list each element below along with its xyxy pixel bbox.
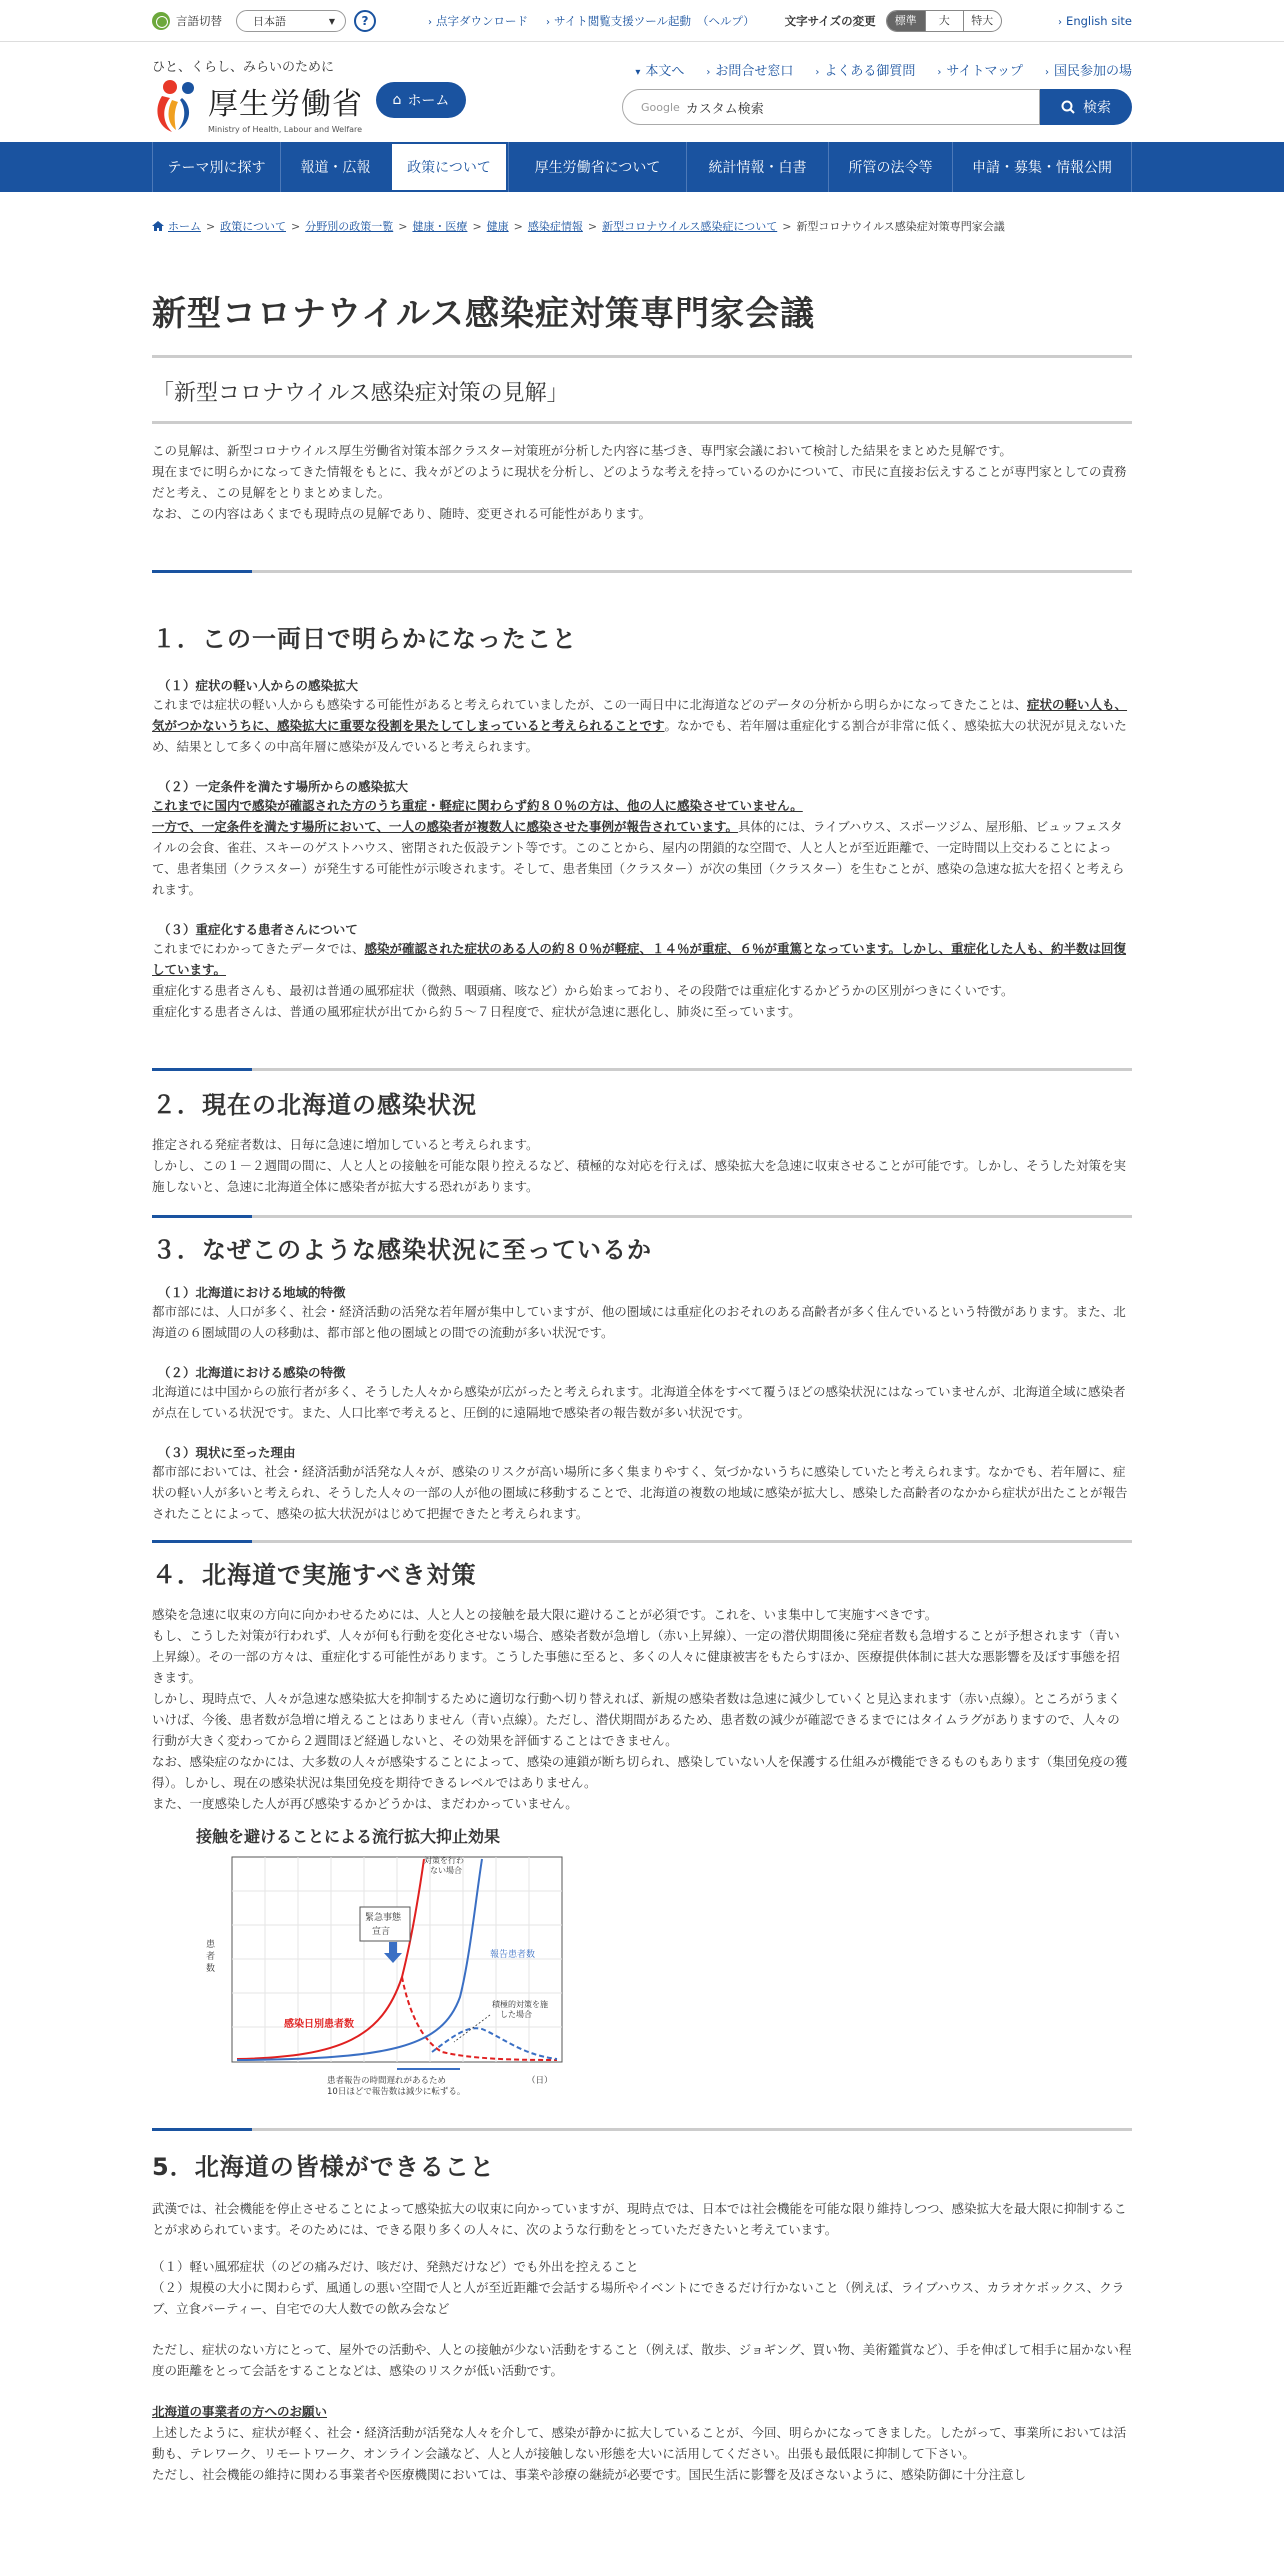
svg-text:数: 数 [206, 1964, 216, 1974]
site-search [622, 89, 1132, 125]
intro-text: この見解は、新型コロナウイルス厚生労働省対策本部クラスター対策班が分析した内容に基づき、専門家会議において検討した結果をまとめた見解です。 現在までに明らかになってきた情報をもとに、我々がどのように現状を分析し、どのような考えを持っているのかについて、市民に直接お伝えすることが専門家としての責務だと考え、この見解をとりまとめました。 なお、この内容はあくまでも現時点の見解であり、随時、変更される可能性があります。 [152, 443, 1127, 521]
language-value: 日本語 [253, 15, 286, 28]
section-3a-title: （１）北海道における地域的特徴 [158, 1285, 346, 1300]
braille-download-link[interactable]: › 点字ダウンロード [428, 14, 528, 28]
list-item: （１）軽い風邪症状（のどの痛みだけ、咳だけ、発熱だけなど）でも外出を控えること [152, 2259, 639, 2274]
nav-policy[interactable]: 政策について [390, 142, 508, 192]
breadcrumb-home[interactable]: ホーム [168, 220, 201, 233]
site-header [0, 42, 1284, 142]
chart-annotation-no-action: 対策を行わ [424, 1856, 464, 1865]
svg-text:者: 者 [206, 1952, 216, 1962]
section-divider [152, 1068, 1132, 1071]
font-size-xlarge[interactable]: 特大 [963, 11, 1001, 31]
list-item: （２）規模の大小に関わらず、風通しの悪い空間で人と人が至近距離で会話する場所やイベントにできるだけ行かないこと（例えば、ライブハウス、カラオケボックス、クラブ、立食パーティー、自宅での大人数での飲み会など [152, 2280, 1125, 2316]
font-size-standard[interactable]: 標準 [887, 11, 925, 31]
chevron-right-icon: › [815, 67, 820, 78]
globe-icon [152, 12, 170, 30]
section-5-note: ただし、症状のない方にとって、屋外での活動や、人との接触が少ない活動をすること（例えば、散歩、ジョギング、買い物、美術鑑賞など）、手を伸ばして相手に届かない程度の距離をとって会話をすることなどは、感染のリスクが低い活動です。 [152, 2342, 1132, 2378]
public-participation-link[interactable]: › 国民参加の場 [1044, 64, 1132, 79]
chart-xlabel: （日） [527, 2076, 553, 2086]
page-subtitle: 「新型コロナウイルス感染症対策の見解」 [152, 376, 1132, 424]
svg-text:10日ほどで報告数は減少に転ずる。: 10日ほどで報告数は減少に転ずる。 [327, 2087, 466, 2097]
section-5-title: 5．北海道の皆様ができること [152, 2153, 495, 2181]
chart-annotation-infection: 感染日別患者数 [284, 2019, 354, 2030]
svg-text:した場合: した場合 [500, 2010, 532, 2019]
site-logo[interactable] [152, 78, 363, 134]
global-nav [0, 142, 1284, 192]
section-4-body: 感染を急速に収束の方向に向かわせるためには、人と人との接触を最大限に避けることが必須です。これを、いま集中して実施すべきです。 もし、こうした対策が行われず、人々が何も行動を変化させない場合、感染者数が急増し（赤い上昇線）、一定の潜伏期間後に発症者数も急増することが予想されます（青い上昇線）。その一部の方々は、重症化する可能性があります。こうした事態に至ると、多くの人々に健康被害をもたらすほか、医療提供体制に甚大な悪影響を及ぼす事態を招きます。 しかし、現時点で、人々が急速な感染拡大を抑制するために適切な行動へ切り替えれば、新規の感染者数は急速に減少していくと見込まれます（赤い点線）。ところがうまくいけば、今後、患者数が急増に増えることはありません（青い点線）。ただし、潜伏期間があるため、患者数の減少が確認できるまでにはタイムラグがありますので、人々の行動が大きく変わってから２週間ほど経過しないと、その効果を評価することはできません。 なお、感染症のなかには、大多数の人々が感染することによって、感染の連鎖が断ち切られ、感染していない人を保護する仕組みが機能できるものもあります（集団免疫の獲得）。しかし、現在の感染状況は集団免疫を期待できるレベルではありません。 また、一度感染した人が再び感染するかどうかは、まだわかっていません。 [152, 1607, 1128, 1811]
sitemap-link[interactable]: › サイトマップ [937, 64, 1023, 79]
chart-annotation-emergency: 緊急事態 [365, 1913, 402, 1923]
section-divider [152, 1215, 1132, 1218]
section-3b-body: 北海道には中国からの旅行者が多く、そうした人々から感染が広がったと考えられます。北海道全体をすべて覆うほどの感染状況にはなっていませんが、北海道全域に感染者が点在している状況です。また、人口比率で考えると、圧倒的に遠隔地で感染者の報告数が多い状況です。 [152, 1384, 1126, 1420]
section-1c-body: これまでにわかってきたデータでは、感染が確認された症状のある人の約８０％が軽症、１４％が重症、６％が重篤となっています。しかし、重症化した人も、約半数は回復しています。 重症化する患者さんも、最初は普通の風邪症状（微熱、咽頭痛、咳など）から始まっており、その段階では重症化するかどうかの区別がつきにくいです。 重症化する患者さんは、普通の風邪症状が出てから約５～７日程度で、症状が急速に悪化し、肺炎に至っています。 [152, 941, 1127, 1019]
breadcrumb-infection-info[interactable]: 感染症情報 [527, 220, 583, 233]
epidemic-chart [192, 1824, 592, 2097]
section-3c-title: （３）現状に至った理由 [158, 1445, 296, 1460]
utility-bar [0, 0, 1284, 42]
breadcrumb-current: 新型コロナウイルス感染症対策専門家会議 [796, 220, 1005, 233]
faq-link[interactable]: › よくある御質問 [815, 64, 916, 79]
nav-press[interactable]: 報道・広報 [280, 142, 390, 192]
section-3a-body: 都市部には、人口が多く、社会・経済活動の活発な若年層が集中していますが、他の圏域には重症化のおそれのある高齢者が多く住んでいるという特徴があります。また、北海道の６圏域間の人の移動は、都市部と他の圏域との間での流動が多い状況です。 [152, 1304, 1126, 1340]
svg-text:宣言: 宣言 [372, 1927, 391, 1937]
chevron-right-icon: › [706, 67, 711, 78]
section-5-intro: 武漢では、社会機能を停止させることによって感染拡大の収束に向かっていますが、現時点では、日本では社会機能を可能な限り維持しつつ、感染拡大を最大限に抑制することが求められています。そのためには、できる限り多くの人々に、次のような行動をとっていただきたいと考えています。 [152, 2201, 1127, 2237]
chevron-down-icon: ▼ [328, 16, 335, 26]
chart-ylabel: 患 [206, 1940, 216, 1950]
help-icon[interactable]: ? [354, 10, 376, 32]
section-1b-title: （２）一定条件を満たす場所からの感染拡大 [158, 779, 409, 794]
chart-title: 接触を避けることによる流行拡大抑止効果 [196, 1827, 501, 1846]
chevron-down-icon: ▾ [635, 67, 641, 78]
chart-annotation-delay: 患者報告の時間遅れがあるため [327, 2076, 447, 2086]
chart-canvas [192, 1847, 592, 2097]
skip-to-content-link[interactable]: ▾ 本文へ [635, 64, 685, 79]
contact-link[interactable]: › お問合せ窓口 [706, 64, 794, 79]
english-site-link[interactable]: › English site [1058, 14, 1132, 28]
section-2-body: 推定される発症者数は、日毎に急速に増加していると考えられます。 しかし、この１－２週間の間に、人と人との接触を可能な限り控えるなど、積極的な対応を行えば、感染拡大を急速に収束させることが可能です。しかし、そうした対策を実施しないと、急速に北海道全体に感染者が拡大する恐れがあります。 [152, 1137, 1127, 1194]
chevron-right-icon: › [1044, 67, 1049, 78]
svg-text:ない場合: ない場合 [430, 1866, 462, 1875]
search-button[interactable]: 検索 [1040, 89, 1132, 125]
chart-annotation-active: 積極的対策を施 [492, 2000, 548, 2009]
breadcrumb-policy-list[interactable]: 分野別の政策一覧 [305, 220, 394, 233]
search-placeholder: カスタム検索 [685, 101, 764, 117]
breadcrumb-policy[interactable]: 政策について [220, 220, 286, 233]
logo-title: 厚生労働省 [208, 86, 363, 122]
section-divider [152, 2128, 1132, 2131]
section-1b-body: これまでに国内で感染が確認された方のうち重症・軽症に関わらず約８０％の方は、他の人に感染させていません。 一方で、一定条件を満たす場所において、一人の感染者が複数人に感染させた事例が報告されています。具体的には、ライブハウス、スポーツジム、屋形船、ビュッフェスタイルの会食、雀荘、スキーのゲストハウス、密閉された仮設テント等です。このことから、屋内の閉鎖的な空間で、人と人とが至近距離で、一定時間以上交わることによって、患者集団（クラスター）が発生する可能性が示唆されます。そして、患者集団（クラスター）が次の集団（クラスター）を生むことが、感染の急速な拡大を招くと考えられます。 [152, 798, 1125, 897]
section-divider [152, 1540, 1132, 1543]
nav-applications[interactable]: 申請・募集・情報公開 [952, 142, 1132, 192]
breadcrumb-health-medical[interactable]: 健康・医療 [412, 220, 468, 233]
section-4-title: ４．北海道で実施すべき対策 [152, 1561, 477, 1589]
chevron-right-icon: › [546, 17, 550, 28]
language-select[interactable] [236, 10, 346, 32]
nav-themes[interactable]: テーマ別に探す [152, 142, 280, 192]
chevron-right-icon: › [937, 67, 942, 78]
section-2-title: ２．現在の北海道の感染状況 [152, 1091, 477, 1119]
section-1-title: １．この一両日で明らかになったこと [152, 625, 577, 653]
home-icon [152, 221, 164, 231]
nav-about[interactable]: 厚生労働省について [508, 142, 686, 192]
home-button[interactable]: ⌂ ホーム [376, 82, 466, 118]
search-icon [1061, 100, 1075, 114]
breadcrumb-covid[interactable]: 新型コロナウイルス感染症について [602, 220, 778, 233]
section-5-list [152, 2256, 1132, 2319]
lang-switch-label: 言語切替 [176, 14, 222, 28]
section-divider [152, 570, 1132, 573]
business-notice-body: 上述したように、症状が軽く、社会・経済活動が活発な人々を介して、感染が静かに拡大していることが、今回、明らかになってきました。したがって、事業所においては活動も、テレワーク、リモートワーク、オンライン会議など、人と人が接触しない形態を大いに活用してください。出張も最低限に抑制して下さい。 ただし、社会機能の維持に関わる事業者や医療機関においては、事業や診療の継続が必要です。国民生活に影響を及ぼさないように、感染防御に十分注意し [152, 2425, 1127, 2482]
tagline: ひと、くらし、みらいのために [152, 60, 335, 75]
font-size-control [785, 10, 1002, 32]
nav-laws[interactable]: 所管の法令等 [828, 142, 952, 192]
chart-annotation-reported: 報告患者数 [490, 1950, 536, 1960]
breadcrumb: ホーム > 政策について > 分野別の政策一覧 > 健康・医療 > 健康 > 感染症情報 > 新型コロナウイルス感染症について > 新型コロナウイルス感染症対策専門家会議 [152, 218, 1132, 234]
nav-statistics[interactable]: 統計情報・白書 [686, 142, 828, 192]
section-3c-body: 都市部においては、社会・経済活動が活発な人々が、感染のリスクが高い場所に多く集まりやすく、気づかないうちに感染していたと考えられます。なかでも、若年層に、症状の軽い人が多いと考えられ、そうした人々の一部の人が他の圏域に移動することで、北海道の複数の地域に感染が拡大し、感染した高齢者のなかから症状が出たことが報告されたことによって、感染の拡大状況がはじめて把握できたと考えられます。 [152, 1464, 1128, 1521]
home-icon: ⌂ [392, 92, 402, 108]
section-1a-body: これまでは症状の軽い人からも感染する可能性があると考えられていましたが、この一両日中に北海道などのデータの分析から明らかになってきたことは、症状の軽い人も、気がつかないうちに、感染拡大に重要な役割を果たしてしまっていると考えられることです。なかでも、若年層は重症化する割合が非常に低く、感染拡大の状況が見えないため、結果として多くの中高年層に感染が及んでいると考えられます。 [152, 697, 1128, 754]
search-input[interactable] [622, 89, 1040, 125]
section-3-title: ３．なぜこのような感染状況に至っているか [152, 1236, 652, 1264]
help-link[interactable]: （ヘルプ） [696, 14, 755, 28]
accessibility-tool-link[interactable]: › サイト閲覧支援ツール起動 [546, 14, 691, 28]
font-size-label: 文字サイズの変更 [784, 14, 876, 28]
breadcrumb-health[interactable]: 健康 [486, 220, 509, 233]
logo-subtitle: Ministry of Health, Labour and Welfare [208, 124, 363, 134]
font-size-large[interactable]: 大 [925, 11, 963, 31]
logo-mark-icon [152, 78, 202, 134]
section-1c-title: （３）重症化する患者さんについて [158, 922, 358, 937]
business-notice-title: 北海道の事業者の方へのお願い [152, 2404, 328, 2419]
search-brand: Google [641, 100, 680, 114]
page-title: 新型コロナウイルス感染症対策専門家会議 [152, 286, 1132, 358]
section-3b-title: （２）北海道における感染の特徴 [158, 1365, 346, 1380]
chevron-right-icon: › [428, 17, 432, 28]
section-1a-title: （１）症状の軽い人からの感染拡大 [158, 678, 359, 693]
